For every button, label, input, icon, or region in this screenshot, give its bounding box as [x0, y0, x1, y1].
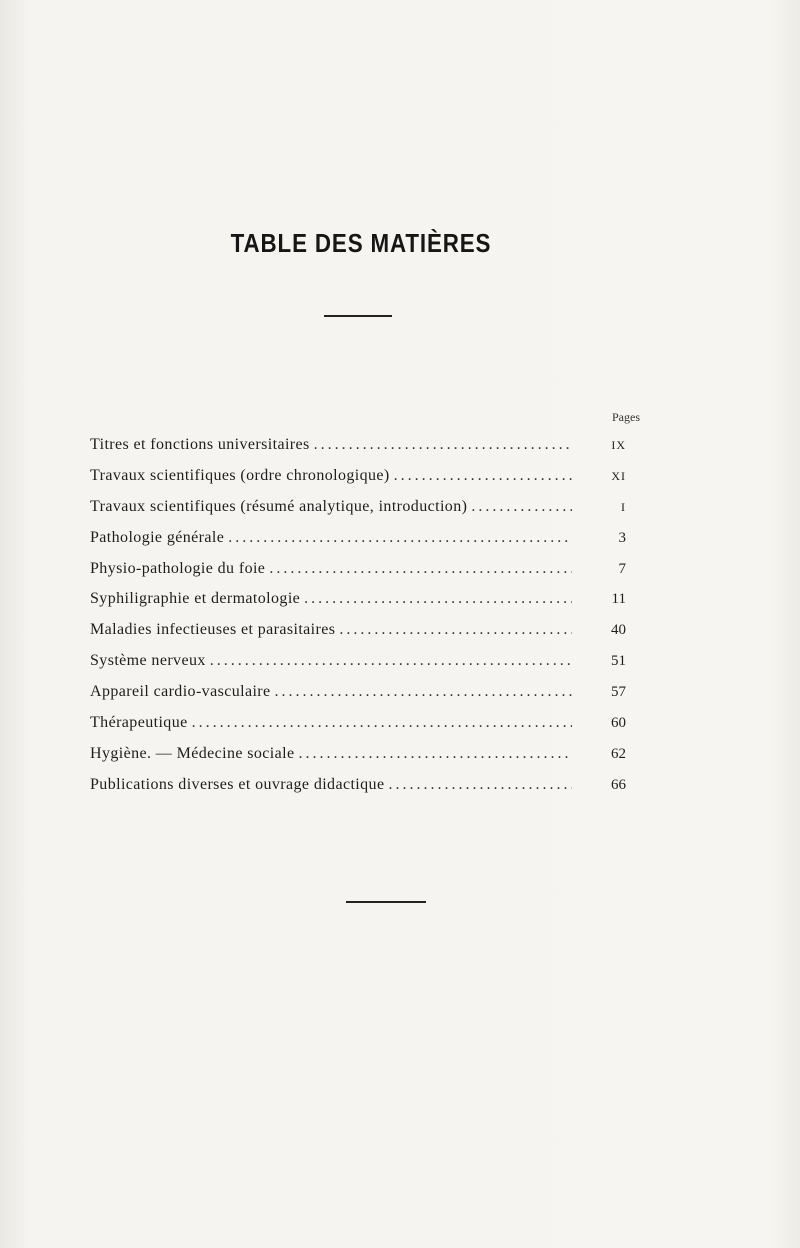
page-title-text: TABLE DES MATIÈRES	[230, 228, 492, 258]
toc-dot-leader	[339, 621, 572, 639]
toc-dot-leader	[275, 683, 572, 701]
toc-dot-leader	[394, 467, 572, 485]
toc-entry-label: Syphiligraphie et dermatologie	[90, 590, 301, 608]
toc-entry-label: Titres et fonctions universitaires	[90, 436, 310, 453]
toc-dot-leader	[471, 498, 572, 516]
toc-entry-label: Physio-pathologie du foie	[90, 559, 266, 577]
toc-entry-page: XI	[611, 468, 626, 483]
toc-entry	[90, 436, 626, 467]
toc-entry-page: 57	[611, 684, 626, 701]
toc-entry-label: Appareil cardio-vasculaire	[90, 683, 271, 701]
toc-entry-page: IX	[611, 438, 626, 452]
toc-dot-leader	[388, 776, 572, 794]
toc-entry-label: Travaux scientifiques (ordre chronologique)	[90, 466, 390, 484]
toc-entry	[90, 498, 626, 529]
toc-entry-page: 3	[618, 529, 626, 546]
table-of-contents	[90, 436, 626, 807]
toc-entry	[90, 529, 626, 560]
toc-entry-page: 60	[611, 715, 626, 732]
toc-entry-page: 11	[611, 591, 626, 608]
toc-entry	[90, 776, 626, 807]
toc-dot-leader	[299, 745, 572, 763]
title-divider	[324, 315, 392, 317]
toc-entry	[90, 683, 626, 714]
pages-column-header: Pages	[612, 410, 640, 424]
toc-entry-label: Travaux scientifiques (résumé analytique, introduction)	[90, 497, 468, 515]
toc-dot-leader	[210, 652, 572, 670]
closing-divider	[346, 901, 426, 903]
toc-entry-label: Système nerveux	[90, 652, 206, 670]
toc-entry-page: 40	[611, 622, 626, 639]
toc-entry-page: 66	[611, 776, 626, 793]
toc-entry-label: Thérapeutique	[90, 714, 188, 732]
toc-dot-leader	[228, 529, 572, 547]
toc-entry	[90, 560, 626, 591]
toc-entry	[90, 652, 626, 683]
toc-entry	[90, 590, 626, 621]
toc-dot-leader	[269, 560, 572, 578]
toc-entry-page: 62	[611, 745, 626, 762]
toc-entry	[90, 745, 626, 776]
toc-dot-leader	[304, 590, 572, 608]
page-title	[51, 228, 739, 259]
toc-entry	[90, 467, 626, 498]
toc-entry-label: Hygiène. — Médecine sociale	[90, 744, 295, 762]
toc-entry	[90, 621, 626, 652]
toc-entry-page: 7	[618, 560, 626, 577]
toc-entry-label: Publications diverses et ouvrage didactique	[90, 775, 385, 793]
toc-entry-label: Maladies infectieuses et parasitaires	[90, 621, 336, 639]
toc-entry-page: I	[621, 499, 626, 514]
toc-dot-leader	[192, 714, 572, 732]
toc-entry-label: Pathologie générale	[90, 528, 225, 546]
toc-entry	[90, 714, 626, 745]
toc-dot-leader	[314, 436, 572, 454]
toc-entry-page: 51	[611, 653, 626, 670]
